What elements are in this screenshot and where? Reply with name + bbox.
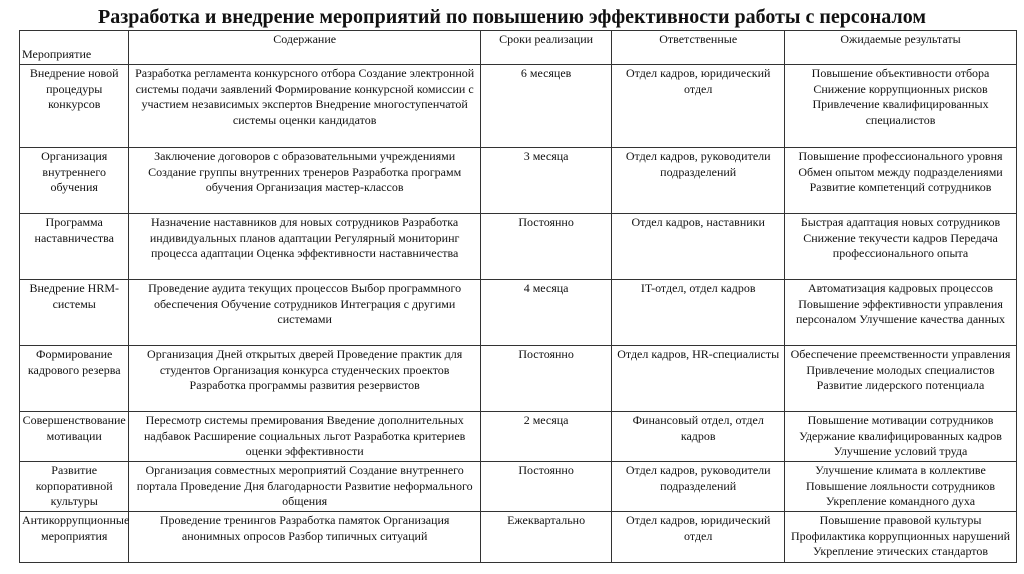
cell-results: Повышение правовой культуры Профилактика коррупционных нарушений Укрепление этических стандартов: [785, 512, 1017, 563]
cell-event: Программа наставничества: [20, 214, 129, 280]
cell-event: Развитие корпоративной культуры: [20, 462, 129, 512]
table-row: [20, 346, 1017, 412]
table-row: [20, 280, 1017, 346]
cell-content: Пересмотр системы премирования Введение дополнительных надбавок Расширение социальных льгот Разработка критериев оценки эффективности: [129, 412, 480, 462]
cell-terms: 2 месяца: [480, 412, 612, 462]
cell-event: Внедрение HRM-системы: [20, 280, 129, 346]
cell-content: Проведение аудита текущих процессов Выбор программного обеспечения Обучение сотрудников Интеграция с другими системами: [129, 280, 480, 346]
table-row: [20, 462, 1017, 512]
cell-event: Внедрение новой процедуры конкурсов: [20, 65, 129, 148]
cell-event: Антикоррупционные мероприятия: [20, 512, 129, 563]
cell-terms: 4 месяца: [480, 280, 612, 346]
table-row: [20, 512, 1017, 563]
header-event: Мероприятие: [20, 31, 129, 65]
cell-results: Автоматизация кадровых процессов Повышение эффективности управления персоналом Улучшение качества данных: [785, 280, 1017, 346]
cell-terms: Постоянно: [480, 214, 612, 280]
cell-results: Повышение объективности отбора Снижение коррупционных рисков Привлечение квалифицированных специалистов: [785, 65, 1017, 148]
header-responsible: Ответственные: [612, 31, 785, 65]
cell-event: Совершенствование мотивации: [20, 412, 129, 462]
table-row: [20, 65, 1017, 148]
cell-results: Улучшение климата в коллективе Повышение лояльности сотрудников Укрепление командного духа: [785, 462, 1017, 512]
cell-terms: Постоянно: [480, 346, 612, 412]
cell-responsible: Отдел кадров, наставники: [612, 214, 785, 280]
cell-content: Заключение договоров с образовательными учреждениями Создание группы внутренних тренеров Разработка программ обучения Организация мастер-классов: [129, 148, 480, 214]
cell-content: Организация Дней открытых дверей Проведение практик для студентов Организация конкурса студенческих проектов Разработка программы развития резервистов: [129, 346, 480, 412]
cell-content: Проведение тренингов Разработка памяток Организация анонимных опросов Разбор типичных ситуаций: [129, 512, 480, 563]
cell-event: Организация внутреннего обучения: [20, 148, 129, 214]
cell-responsible: Финансовый отдел, отдел кадров: [612, 412, 785, 462]
table-row: [20, 412, 1017, 462]
cell-content: Разработка регламента конкурсного отбора Создание электронной системы подачи заявлений Формирование конкурсной комиссии с участием независимых экспертов Внедрение многоступенчатой системы оценки кандидатов: [129, 65, 480, 148]
table-row: [20, 214, 1017, 280]
cell-event: Формирование кадрового резерва: [20, 346, 129, 412]
cell-results: Обеспечение преемственности управления Привлечение молодых специалистов Развитие лидерского потенциала: [785, 346, 1017, 412]
cell-terms: Ежеквартально: [480, 512, 612, 563]
table-row: [20, 148, 1017, 214]
header-results: Ожидаемые результаты: [785, 31, 1017, 65]
cell-results: Повышение профессионального уровня Обмен опытом между подразделениями Развитие компетенций сотрудников: [785, 148, 1017, 214]
cell-responsible: Отдел кадров, руководители подразделений: [612, 462, 785, 512]
cell-results: Быстрая адаптация новых сотрудников Снижение текучести кадров Передача профессионального опыта: [785, 214, 1017, 280]
cell-content: Назначение наставников для новых сотрудников Разработка индивидуальных планов адаптации Регулярный мониторинг процесса адаптации Оценка эффективности наставничества: [129, 214, 480, 280]
cell-responsible: IT-отдел, отдел кадров: [612, 280, 785, 346]
measures-table: [19, 30, 1017, 563]
cell-responsible: Отдел кадров, юридический отдел: [612, 65, 785, 148]
cell-terms: Постоянно: [480, 462, 612, 512]
cell-responsible: Отдел кадров, руководители подразделений: [612, 148, 785, 214]
cell-terms: 3 месяца: [480, 148, 612, 214]
cell-responsible: Отдел кадров, юридический отдел: [612, 512, 785, 563]
page-title: Разработка и внедрение мероприятий по повышению эффективности работы с персоналом: [98, 6, 926, 28]
table-header-row: [20, 31, 1017, 65]
cell-terms: 6 месяцев: [480, 65, 612, 148]
cell-results: Повышение мотивации сотрудников Удержание квалифицированных кадров Улучшение условий труда: [785, 412, 1017, 462]
cell-content: Организация совместных мероприятий Создание внутреннего портала Проведение Дня благодарности Развитие неформального общения: [129, 462, 480, 512]
header-terms: Сроки реализации: [480, 31, 612, 65]
cell-responsible: Отдел кадров, HR-специалисты: [612, 346, 785, 412]
header-content: Содержание: [129, 31, 480, 65]
